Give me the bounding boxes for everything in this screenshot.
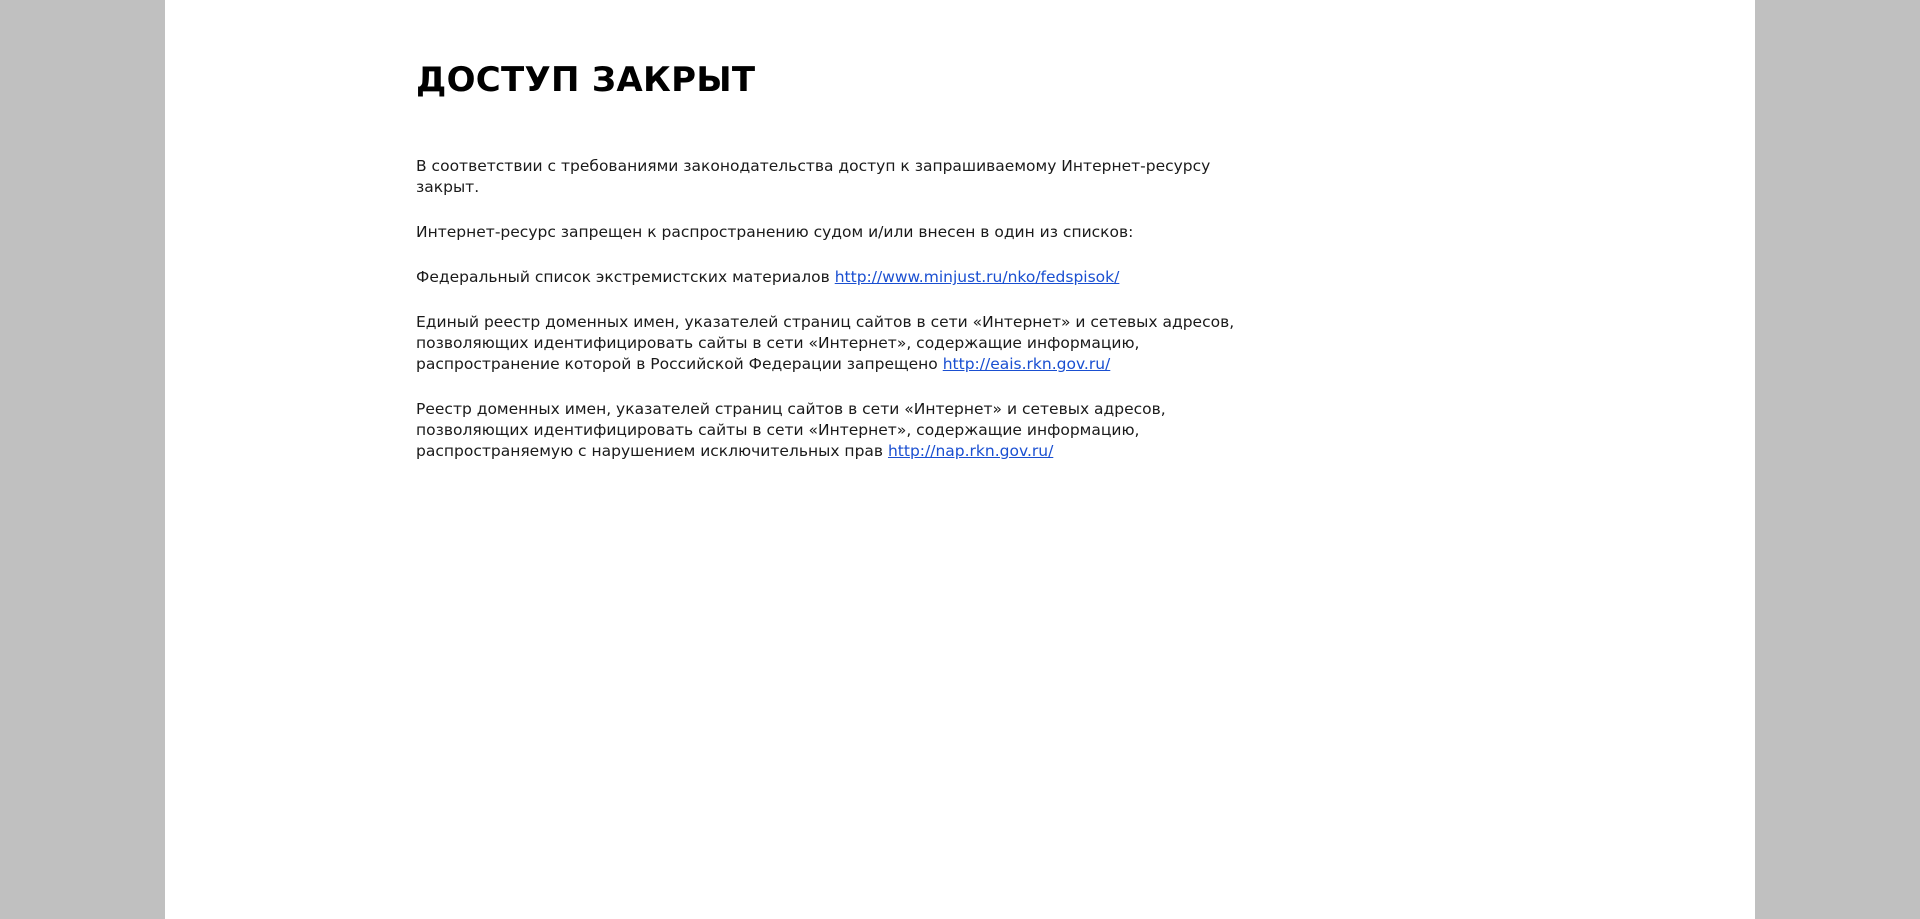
link-nap-rkn[interactable]: http://nap.rkn.gov.ru/: [887, 442, 1054, 461]
paragraph-nap-registry: [416, 399, 1206, 462]
page-title: ДОСТУП ЗАКРЫТ: [416, 60, 756, 100]
link-eais-rkn[interactable]: http://eais.rkn.gov.ru/: [942, 355, 1111, 374]
eais-registry-text: Единый реестр доменных имен, указателей страниц сайтов в сети «Интернет» и сетевых адресов, позволяющих идентифицировать сайты в сети «Интернет», содержащие информацию, распространение которой в Российской Федерации запрещено: [416, 313, 1235, 374]
paragraph-access-closed: В соответствии с требованиями законодательства доступ к запрашиваемому Интернет-ресурсу закрыт.: [416, 157, 1211, 197]
content-column: [416, 0, 1296, 462]
page-sheet: [165, 0, 1755, 919]
paragraph-banned-intro: Интернет-ресурс запрещен к распространению судом и/или внесен в один из списков:: [416, 223, 1134, 242]
nap-registry-text: Реестр доменных имен, указателей страниц сайтов в сети «Интернет» и сетевых адресов, позволяющих идентифицировать сайты в сети «Интернет», содержащие информацию, распространяемую с нарушением исключительных прав: [416, 400, 1166, 461]
link-minjust-fedspisok[interactable]: http://www.minjust.ru/nko/fedspisok/: [834, 268, 1120, 287]
paragraph-federal-list: [416, 267, 1296, 288]
paragraph-eais-registry: [416, 312, 1256, 375]
federal-list-text: Федеральный список экстремистских материалов: [416, 268, 830, 287]
